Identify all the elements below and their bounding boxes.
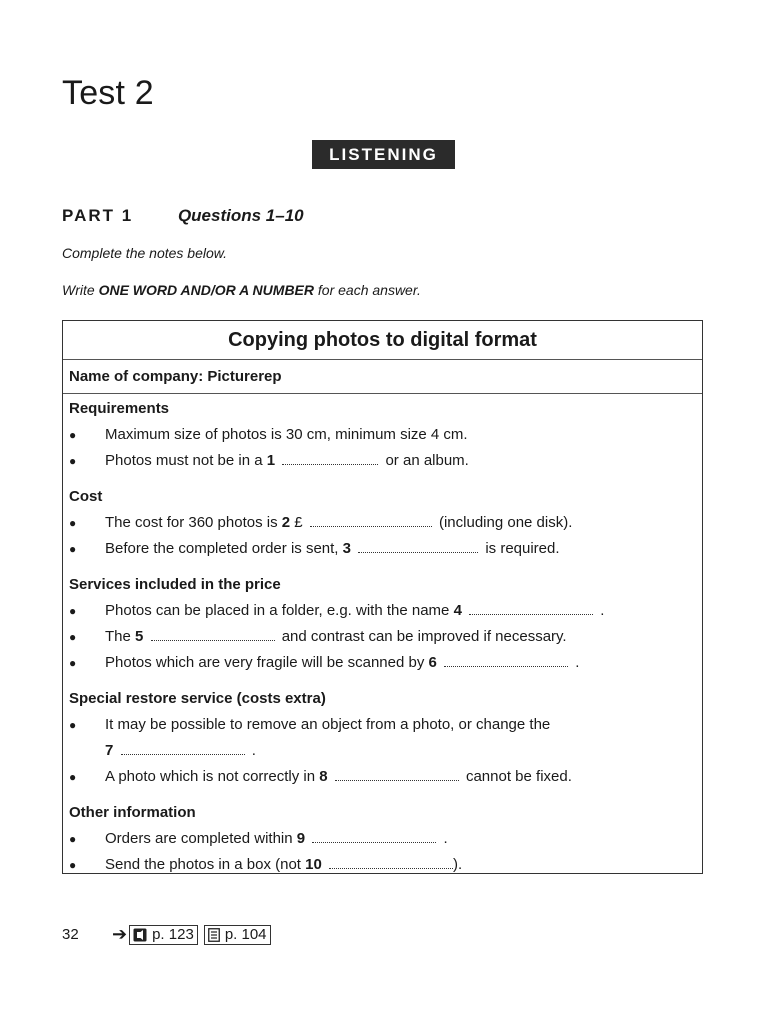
item-text: Orders are completed within [105,830,293,847]
question-number: 6 [428,654,437,671]
section-requirements [63,396,702,474]
list-item [69,712,702,764]
part-label: PART 1 [62,206,134,225]
list-item [69,510,702,536]
list-item [69,650,702,676]
instruction-write [62,282,421,298]
item-text: or an album. [385,452,469,469]
answer-gap-1[interactable] [282,452,378,465]
bullet-icon: ● [69,428,77,442]
part-heading [62,206,304,226]
item-text: and contrast can be improved if necessary. [281,628,567,645]
section-other [63,800,702,878]
item-text: It may be possible to remove an object from a photo, or change the [105,716,551,733]
bullet-icon: ● [69,630,77,644]
audio-script-icon [133,928,147,942]
bullet-icon: ● [69,542,77,556]
question-number: 5 [135,628,144,645]
question-number: 8 [319,768,328,785]
section-restore [63,686,702,790]
answer-key-page: p. 104 [224,926,267,943]
answer-key-icon [208,928,220,942]
audio-script-reference[interactable] [129,925,198,945]
list-item [69,536,702,562]
item-text: (including one disk). [438,514,573,531]
answer-gap-4[interactable] [469,602,593,615]
item-text: . [443,830,448,847]
bullet-icon: ● [69,454,77,468]
item-text: . [575,654,580,671]
page-footer [62,924,277,945]
answer-gap-7[interactable] [121,742,245,755]
item-text: The [105,628,131,645]
item-text: Photos can be placed in a folder, e.g. with the name [105,602,450,619]
item-text: ). [453,856,463,873]
item-text: . [251,742,256,759]
list-item [69,422,702,448]
question-number: 10 [305,856,322,873]
list-item [69,852,702,878]
notes-table [62,320,703,874]
item-text: Send the photos in a box (not [105,856,301,873]
section-heading: Special restore service (costs extra) [69,690,326,707]
question-number: 4 [453,602,462,619]
question-number: 1 [266,452,276,469]
bullet-icon: ● [69,832,77,846]
section-cost [63,484,702,562]
answer-gap-5[interactable] [151,628,275,641]
answer-gap-3[interactable] [358,540,478,553]
page-title: Test 2 [62,74,154,112]
bullet-icon: ● [69,718,77,732]
item-text: Before the completed order is sent, [105,540,339,557]
questions-range: Questions 1–10 [177,206,304,225]
section-heading: Requirements [69,400,170,417]
question-number: 2 [281,514,291,531]
item-text: is required. [485,540,560,557]
instruction-write-bold: ONE WORD AND/OR A NUMBER [98,282,314,298]
section-heading: Services included in the price [69,576,281,593]
section-heading: Other information [69,804,196,821]
bullet-icon: ● [69,604,77,618]
item-text: Photos which are very fragile will be scanned by [105,654,425,671]
item-text: A photo which is not correctly in [105,768,316,785]
company-name: Name of company: Picturerep [63,360,702,394]
answer-gap-2[interactable] [310,514,432,527]
item-text: . [600,602,605,619]
audio-script-page: p. 123 [152,926,194,943]
answer-gap-6[interactable] [444,654,568,667]
page-number: 32 [62,926,79,943]
answer-gap-8[interactable] [335,768,459,781]
list-item [69,826,702,852]
section-heading: Cost [69,488,103,505]
item-text: The cost for 360 photos is [105,514,278,531]
item-text: Photos must not be in a [105,452,263,469]
list-item [69,624,702,650]
question-number: 9 [296,830,306,847]
question-number: 7 [105,742,114,759]
currency-symbol: £ [294,514,303,531]
section-services [63,572,702,676]
answer-gap-9[interactable] [312,830,436,843]
bullet-icon: ● [69,858,77,872]
bullet-icon: ● [69,770,77,784]
item-text: Maximum size of photos is 30 cm, minimum size 4 cm. [105,426,468,443]
bullet-icon: ● [69,656,77,670]
question-number: 3 [342,540,351,557]
notes-title: Copying photos to digital format [63,321,702,360]
item-text: cannot be fixed. [465,768,572,785]
instruction-write-pre: Write [62,282,99,298]
answer-key-reference[interactable] [204,925,271,945]
list-item [69,764,702,790]
list-item [69,448,702,474]
instruction-write-post: for each answer. [314,282,421,298]
arrow-right-icon: ➔ [112,924,128,944]
answer-gap-10[interactable] [329,856,453,869]
list-item [69,598,702,624]
bullet-icon: ● [69,516,77,530]
instruction-complete: Complete the notes below. [62,245,227,261]
section-banner: LISTENING [312,140,455,169]
